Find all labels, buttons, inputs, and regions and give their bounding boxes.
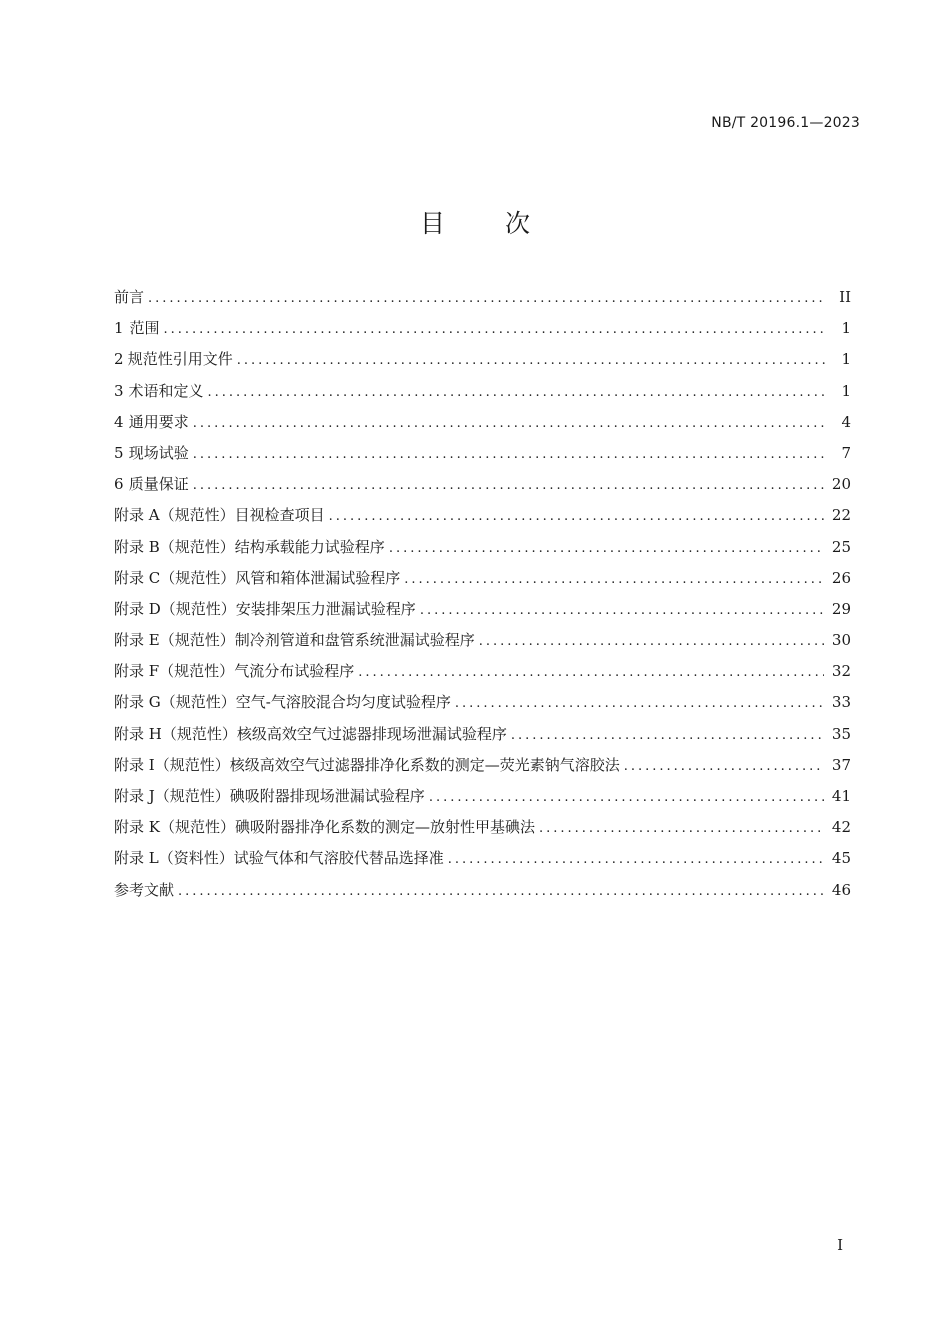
toc-leader-dots	[163, 314, 825, 345]
toc-entry[interactable]	[114, 687, 851, 718]
toc-entry-label: 碘吸附器排现场泄漏试验程序	[229, 787, 425, 805]
toc-entry-page: 35	[831, 724, 851, 743]
toc-leader-dots	[207, 377, 825, 408]
toc-entry[interactable]	[114, 313, 851, 344]
toc-entry[interactable]	[114, 376, 851, 407]
page-title: 目 次	[420, 209, 556, 238]
toc-leader-dots	[389, 533, 824, 564]
toc-leader-dots	[624, 751, 824, 782]
toc-entry[interactable]	[114, 656, 851, 687]
toc-leader-dots	[404, 564, 824, 595]
toc-entry-annex: 附录 I（规范性）	[114, 755, 230, 774]
toc-entry-annex: 附录 B（规范性）	[114, 537, 235, 556]
toc-entry-label: 范围	[129, 319, 160, 338]
toc-entry[interactable]	[114, 625, 851, 656]
toc-entry-annex: 附录 J（规范性）	[114, 787, 230, 805]
toc-leader-dots	[193, 470, 824, 501]
toc-entry-number: 4	[114, 412, 124, 431]
toc-entry-label: 碘吸附器排净化系数的测定—放射性甲基碘法	[234, 818, 535, 837]
toc-entry-label: 结构承载能力试验程序	[234, 537, 385, 556]
toc-leader-dots	[193, 439, 825, 470]
toc-leader-dots	[148, 283, 825, 314]
page-number: I	[837, 1236, 843, 1254]
toc-entry-number: 6	[114, 475, 124, 494]
toc-leader-dots	[511, 720, 824, 751]
toc-entry-page: 30	[831, 631, 851, 650]
toc-entry-page: 45	[831, 849, 851, 868]
toc-entry-page: 7	[841, 443, 851, 462]
toc-leader-dots	[420, 595, 824, 626]
toc-entry-label: 参考文献	[114, 880, 175, 899]
toc-entry-label: 安装排架压力泄漏试验程序	[235, 599, 416, 618]
toc-entry-annex: 附录 G（规范性）	[114, 693, 236, 712]
toc-entry-page: 41	[831, 787, 851, 805]
toc-entry[interactable]	[114, 843, 851, 874]
toc-leader-dots	[455, 688, 824, 719]
toc-entry-label: 现场试验	[128, 443, 189, 462]
toc-entry[interactable]	[114, 563, 851, 594]
toc-entry-annex: 附录 E（规范性）	[114, 631, 235, 650]
toc-entry-page: 1	[841, 350, 851, 369]
toc-entry-page: II	[839, 288, 851, 306]
toc-entry[interactable]	[114, 812, 851, 843]
toc-entry-label: 制冷剂管道和盘管系统泄漏试验程序	[234, 631, 475, 650]
toc-entry-page: 1	[841, 381, 851, 400]
toc-entry[interactable]	[114, 344, 851, 375]
toc-entry-annex: 附录 L（资料性）	[114, 849, 234, 868]
toc-leader-dots	[539, 813, 824, 844]
toc-entry-annex: 附录 F（规范性）	[114, 662, 235, 681]
toc-entry[interactable]	[114, 719, 851, 750]
toc-entry-annex: 附录 K（规范性）	[114, 818, 235, 837]
toc-entry[interactable]	[114, 781, 851, 812]
toc-entry-number: 5	[114, 443, 124, 462]
toc-leader-dots	[329, 501, 824, 532]
toc-entry-page: 25	[831, 537, 851, 556]
toc-entry-label: 风管和箱体泄漏试验程序	[235, 568, 401, 587]
toc-entry-annex: 附录 D（规范性）	[114, 599, 236, 618]
document-code: NB/T 20196.1—2023	[711, 115, 860, 131]
toc-entry-label: 试验气体和气溶胶代替品选择准	[233, 849, 444, 868]
toc-entry[interactable]	[114, 469, 851, 500]
toc-entry[interactable]	[114, 532, 851, 563]
toc-entry[interactable]	[114, 407, 851, 438]
toc-entry-page: 33	[831, 693, 851, 712]
toc-entry-label: 空气-气溶胶混合均匀度试验程序	[235, 693, 451, 712]
toc-entry-label: 规范性引用文件	[127, 350, 233, 369]
toc-entry-label: 核级高效空气过滤器排净化系数的测定—荧光素钠气溶胶法	[229, 755, 620, 774]
toc-entry-annex: 附录 A（规范性）	[114, 506, 235, 525]
toc-leader-dots	[429, 782, 824, 813]
toc-leader-dots	[358, 657, 824, 688]
toc-entry[interactable]	[114, 875, 851, 906]
toc-leader-dots	[193, 408, 825, 439]
toc-entry-page: 46	[831, 880, 851, 899]
toc-entry-label: 气流分布试验程序	[234, 662, 355, 681]
toc-entry-page: 37	[831, 755, 851, 774]
toc-leader-dots	[237, 345, 825, 376]
toc-leader-dots	[479, 626, 824, 657]
toc-entry[interactable]	[114, 594, 851, 625]
toc-entry-page: 1	[841, 319, 851, 338]
toc-entry-number: 2	[114, 350, 124, 369]
toc-entry-page: 32	[831, 662, 851, 681]
toc-entry-page: 4	[841, 412, 851, 431]
toc-entry-label: 前言	[114, 288, 145, 306]
toc-leader-dots	[178, 876, 824, 907]
toc-entry-label: 术语和定义	[128, 381, 204, 400]
toc-entry-page: 42	[831, 818, 851, 837]
toc-entry[interactable]	[114, 438, 851, 469]
toc-entry-label: 目视检查项目	[234, 506, 325, 525]
toc-entry-label: 核级高效空气过滤器排现场泄漏试验程序	[236, 724, 507, 743]
toc-entry[interactable]	[114, 750, 851, 781]
toc-entry-annex: 附录 C（规范性）	[114, 568, 236, 587]
toc-entry-page: 29	[831, 599, 851, 618]
toc-entry-page: 22	[831, 506, 851, 525]
toc-entry-page: 26	[831, 568, 851, 587]
toc-entry[interactable]	[114, 282, 851, 313]
toc-entry-number: 1	[114, 319, 124, 338]
toc-entry-annex: 附录 H（规范性）	[114, 724, 237, 743]
toc-leader-dots	[448, 844, 824, 875]
table-of-contents	[114, 282, 851, 906]
toc-entry-page: 20	[831, 475, 851, 494]
toc-entry-number: 3	[114, 381, 124, 400]
toc-entry-label: 质量保证	[128, 475, 189, 494]
toc-entry-label: 通用要求	[128, 412, 189, 431]
toc-entry[interactable]	[114, 500, 851, 531]
